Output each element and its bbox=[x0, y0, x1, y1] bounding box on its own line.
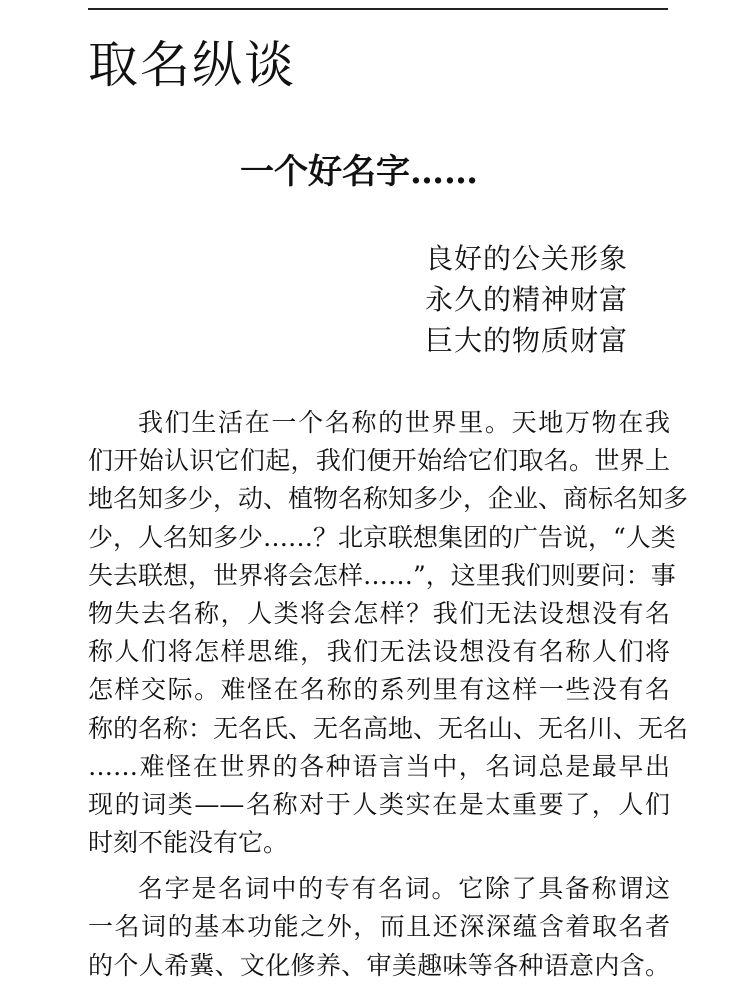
text-line: 现的词类——名称对于人类实在是太重要了，人们 bbox=[88, 789, 670, 819]
top-rule bbox=[88, 8, 668, 10]
motto-line: 巨大的物质财富 bbox=[425, 324, 629, 357]
text-line: 称人们将怎样思维，我们无法设想没有名称人们将 bbox=[88, 637, 670, 667]
motto-line: 良好的公关形象 bbox=[425, 242, 629, 275]
text-line: 我们生活在一个名称的世界里。天地万物在我 bbox=[138, 408, 670, 437]
text-line: 一名词的基本功能之外，而且还深深蕴含着取名者 bbox=[88, 912, 670, 942]
text-line: 称的名称：无名氏、无名高地、无名山、无名川、无名 bbox=[88, 713, 689, 743]
section-title: 一个好名字…… bbox=[240, 152, 478, 192]
paragraph-2 bbox=[88, 870, 670, 985]
text-line: 的个人希冀、文化修养、审美趣味等各种语意内含。 bbox=[88, 950, 670, 980]
motto-list bbox=[425, 238, 628, 361]
text-line: 怎样交际。难怪在名称的系列里有这样一些没有名 bbox=[88, 675, 670, 705]
text-line: 时刻不能没有它。 bbox=[88, 828, 289, 858]
text-line: 们开始认识它们起，我们便开始给它们取名。世界上 bbox=[88, 446, 670, 476]
text-line: 地名知多少，动、植物名称知多少，企业、商标名知多 bbox=[88, 484, 689, 514]
text-line: 名字是名词中的专有名词。它除了具备称谓这 bbox=[138, 874, 670, 904]
text-line: 失去联想，世界将会怎样……”，这里我们则要问：事 bbox=[88, 560, 676, 590]
paragraph-1 bbox=[88, 404, 689, 862]
text-line: 物失去名称，人类将会怎样？我们无法设想没有名 bbox=[88, 598, 670, 628]
text-line: ……难怪在世界的各种语言当中，名词总是最早出 bbox=[88, 751, 670, 781]
body-text bbox=[88, 404, 689, 985]
motto-line: 永久的精神财富 bbox=[425, 283, 629, 316]
chapter-title: 取名纵谈 bbox=[88, 36, 296, 94]
text-line: 少，人名知多少……？北京联想集团的广告说，“人类 bbox=[88, 522, 676, 552]
